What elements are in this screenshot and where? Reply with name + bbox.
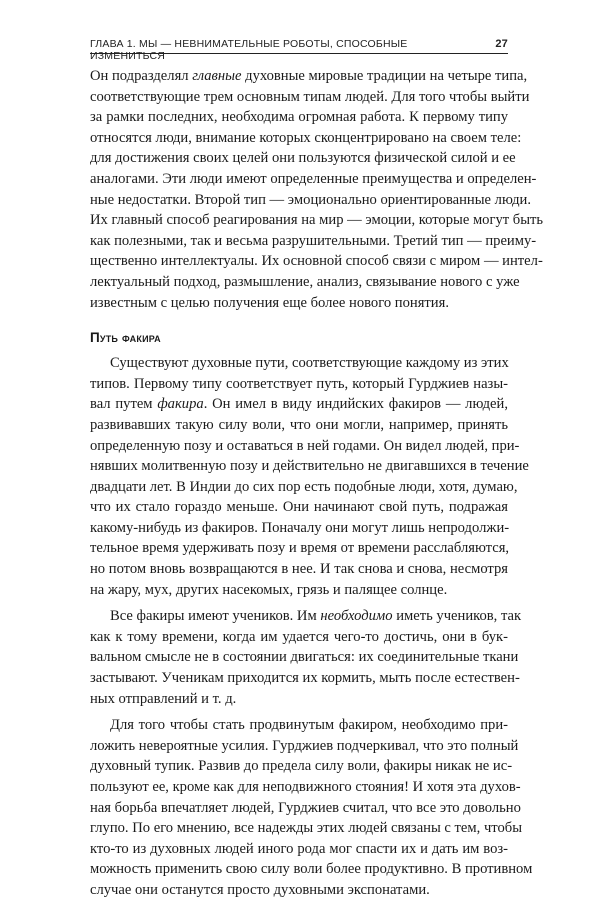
- text-run: Для того чтобы стать продвинутым факиром, необходимо при-: [110, 717, 508, 734]
- text-run: нявших молитвенную позу и действительно не двигавшихся в течение: [90, 458, 529, 475]
- text-line: [90, 190, 532, 211]
- text-run: что их стало гораздо меньше. Они начинают свой путь, подражая: [90, 499, 508, 516]
- text-run: на жару, мух, других насекомых, грязь и палящее солнце.: [90, 581, 448, 598]
- text-line: [90, 128, 522, 149]
- text-run: двадцати лет. В Индии до сих пор есть подобные люди, хотя, думаю,: [90, 478, 518, 495]
- text-run: Их главный способ реагирования на мир — эмоции, которые могут быть: [90, 212, 544, 229]
- text-run: определенную позу и оставаться в ней годами. Он видел людей, при-: [90, 437, 520, 454]
- chapter-title: ГЛАВА 1. МЫ — НЕВНИМАТЕЛЬНЫЕ РОБОТЫ, СПОСОБНЫЕ ИЗМЕНИТЬСЯ: [90, 38, 408, 62]
- text-line: [90, 538, 508, 559]
- text-line: [90, 169, 537, 190]
- text-run: ложить невероятные усилия. Гурджиев подчеркивал, что это полный: [90, 737, 519, 754]
- text-run: известным с целью получения еще более нового понятия.: [90, 294, 449, 311]
- text-run: Все факиры имеют учеников. Им: [110, 608, 321, 625]
- text-run: ная борьба впечатляет людей, Гурджиев считал, что все это довольно: [90, 799, 521, 816]
- text-run: относятся люди, внимание которых сконцентрировано на своем теле:: [90, 129, 522, 146]
- text-line: [90, 148, 516, 169]
- text-line: [90, 777, 521, 798]
- italic-text: необходимо: [320, 608, 393, 625]
- text-line: [90, 839, 508, 860]
- text-line: [90, 880, 508, 901]
- text-line: [90, 518, 508, 539]
- paragraph: [90, 606, 522, 709]
- text-run: вальном смысле не в состоянии двигаться: их соединительные ткани: [90, 649, 519, 666]
- text-line: [90, 293, 508, 314]
- text-line: [90, 415, 508, 436]
- text-line: [90, 497, 508, 518]
- text-line: [90, 715, 508, 736]
- text-line: [90, 559, 508, 580]
- text-run: как полезными, так и весьма разрушительными. Третий тип — преиму-: [90, 232, 537, 249]
- text-line: [90, 798, 521, 819]
- text-line: [90, 818, 522, 839]
- paragraph: [90, 715, 533, 900]
- text-line: [90, 231, 537, 252]
- text-run: развивавших такую силу воли, что они могли, например, принять: [90, 416, 508, 433]
- text-run: случае они останутся просто духовными экспонатами.: [90, 881, 430, 898]
- text-run: духовные мировые традиции на четыре типа,: [241, 68, 528, 84]
- text-run: для достижения своих целей они пользуются физической силой и ее: [90, 150, 516, 167]
- text-line: [90, 374, 508, 395]
- running-head: [90, 38, 508, 62]
- italic-text: главные: [192, 68, 242, 84]
- text-line: [90, 66, 528, 87]
- text-line: [90, 272, 520, 293]
- text-line: [90, 689, 508, 710]
- text-run: соответствующие трем основным типам людей. Для того чтобы выйти: [90, 88, 530, 105]
- text-line: [90, 736, 519, 757]
- text-line: [90, 756, 513, 777]
- text-run: но потом вновь возвращаются в нее. И так снова и снова, несмотря: [90, 561, 508, 578]
- text-line: [90, 394, 508, 415]
- text-line: [90, 580, 508, 601]
- text-line: [90, 251, 543, 272]
- text-run: вал путем: [90, 396, 158, 413]
- paragraph: [90, 66, 544, 313]
- text-run: Существуют духовные пути, соответствующие каждому из этих: [110, 355, 509, 372]
- text-run: какому-нибудь из факиров. Поначалу они могут лишь непродолжи-: [90, 519, 510, 536]
- text-run: типов. Первому типу соответствует путь, который Гурджиев назы-: [90, 375, 508, 392]
- text-line: [90, 436, 520, 457]
- text-run: тельное время удерживать позу и время от времени расслабляются,: [90, 540, 510, 557]
- text-run: кто-то из духовных людей иного рода мог спасти их и дать им воз-: [90, 840, 508, 857]
- text-run: можность применить свою силу воли более продуктивно. В противном: [90, 861, 533, 878]
- text-run: за рамки последних, необходима огромная работа. К первому типу: [90, 109, 508, 126]
- text-line: [90, 477, 518, 498]
- text-run: глупо. По его мнению, все надежды этих людей связаны с тем, чтобы: [90, 820, 522, 837]
- text-run: щественно интеллектуалы. Их основной способ связи с миром — интел-: [90, 253, 543, 270]
- text-line: [90, 107, 508, 128]
- text-run: духовный тупик. Развив до предела силу воли, факиры никак не ис-: [90, 758, 513, 775]
- text-run: как к тому времени, когда им удается чего-то достичь, они в бук-: [90, 628, 508, 645]
- text-run: застывают. Ученикам приходится их кормить, мыть после естествен-: [90, 670, 520, 687]
- text-run: аналогами. Эти люди имеют определенные преимущества и определен-: [90, 170, 537, 187]
- text-line: [90, 859, 533, 880]
- paragraph: [90, 353, 529, 600]
- italic-text: факира: [157, 396, 204, 413]
- section-heading: Путь факира: [90, 330, 161, 346]
- text-run: пользуют ее, кроме как для неподвижного стояния! И хотя эта духов-: [90, 779, 521, 795]
- text-run: . Он имел в виду индийских факиров — людей,: [203, 396, 508, 413]
- page-number: 27: [495, 38, 508, 50]
- page-body: [90, 66, 544, 907]
- text-run: Он подразделял: [90, 68, 193, 84]
- text-line: [90, 210, 544, 231]
- text-line: [90, 668, 520, 689]
- text-line: [90, 87, 530, 108]
- text-run: ные недостатки. Второй тип — эмоционально ориентированные люди.: [90, 191, 532, 208]
- text-run: иметь учеников, так: [392, 608, 522, 625]
- text-run: лектуальный подход, размышление, анализ, связывание нового с уже: [90, 273, 520, 290]
- header-rule: [90, 53, 508, 54]
- text-line: [90, 627, 508, 648]
- text-line: [90, 353, 508, 374]
- text-line: [90, 647, 519, 668]
- text-line: [90, 606, 522, 627]
- text-run: ных отправлений и т. д.: [90, 690, 237, 707]
- text-line: [90, 456, 529, 477]
